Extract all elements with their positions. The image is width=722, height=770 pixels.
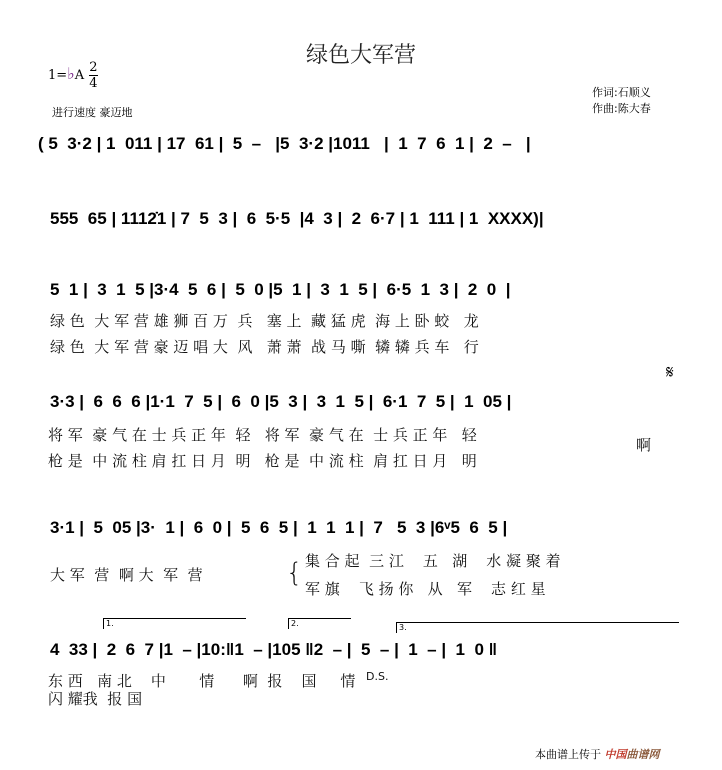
tempo-marking: 进行速度 豪迈地 [52, 106, 133, 119]
composer-credit: 作曲:陈大春 [592, 102, 651, 115]
lyrics-verse-1: 东 西 南 北 中 情 啊 报 国 情 [48, 672, 356, 690]
notation-line: ( 5 3·2 | 1 011 | 17 61 | 5 – |5 3·2 |1011 | 1 7 6 1 | 2 – | [38, 134, 531, 153]
lyrics-verse-2: 枪 是 中 流 柱 肩 扛 日 月 明 枪 是 中 流 柱 肩 扛 日 月 明 [48, 452, 477, 470]
page-title: 绿色大军营 [305, 43, 416, 68]
time-signature: $\frac{2}{4}$ [89, 60, 98, 91]
ds-marking: D.S. [366, 670, 389, 683]
key-signature: 1=♭A $\frac{2}{4}$ [48, 60, 98, 91]
lyricist-credit: 作词:石顺义 [592, 86, 651, 99]
notation-line: 3·1 | 5 05 |3· 1 | 6 0 | 5 6 5 | 1 1 1 | 7 5 3 |6ᵛ5 6 5 | [50, 518, 508, 537]
lyrics-verse-2: 闪 耀我 报 国 [48, 690, 143, 708]
notation-line: 5 1 | 3 1 5 |3·4 5 6 | 5 0 |5 1 | 3 1 5 | 6·5 1 3 | 2 0 | [50, 280, 511, 299]
lyrics-verse-1: 集 合 起 三 江 五 湖 水 凝 聚 着 [305, 552, 561, 570]
notation-line: 4 33 | 2 6 7 |1 – |10:‖1 – |105 ‖2 – | 5 – | 1 – | 1 0 ‖ [50, 640, 498, 659]
lyrics-verse-2: 绿 色 大 军 营 豪 迈 唱 大 风 萧 萧 战 马 嘶 辚 辚 兵 车 行 [50, 338, 479, 356]
lyrics-verse-1: 将 军 豪 气 在 士 兵 正 年 轻 将 军 豪 气 在 士 兵 正 年 轻 [48, 426, 477, 444]
volta-2: 2. [288, 618, 351, 629]
lyrics-refrain: 大 军 营 啊 大 军 营 [50, 566, 203, 584]
site-logo[interactable]: 中国曲谱网 [604, 748, 660, 761]
lyrics-verse-2: 军 旗 飞 扬 你 从 军 志 红 星 [305, 580, 546, 598]
footer-credit: 本曲谱上传于 中国曲谱网 [535, 748, 660, 761]
segno-icon: 𝄋 [666, 362, 674, 383]
flat-icon: ♭ [67, 64, 75, 83]
brace-icon: { [286, 558, 303, 588]
volta-3: 3. [396, 622, 679, 633]
notation-line: 555 65 | 1112̇1 | 7 5 3 | 6 5·5 |4 3 | 2 6·7 | 1 111 | 1 XXXX)| [50, 209, 544, 228]
volta-1: 1. [103, 618, 246, 629]
lyrics-verse-1: 绿 色 大 军 营 雄 狮 百 万 兵 塞 上 藏 猛 虎 海 上 卧 蛟 龙 [50, 312, 479, 330]
lyric-interjection: 啊 [636, 436, 652, 454]
notation-line: 3·3 | 6 6 6 |1·1 7 5 | 6 0 |5 3 | 3 1 5 | 6·1 7 5 | 1 05 | [50, 392, 512, 411]
